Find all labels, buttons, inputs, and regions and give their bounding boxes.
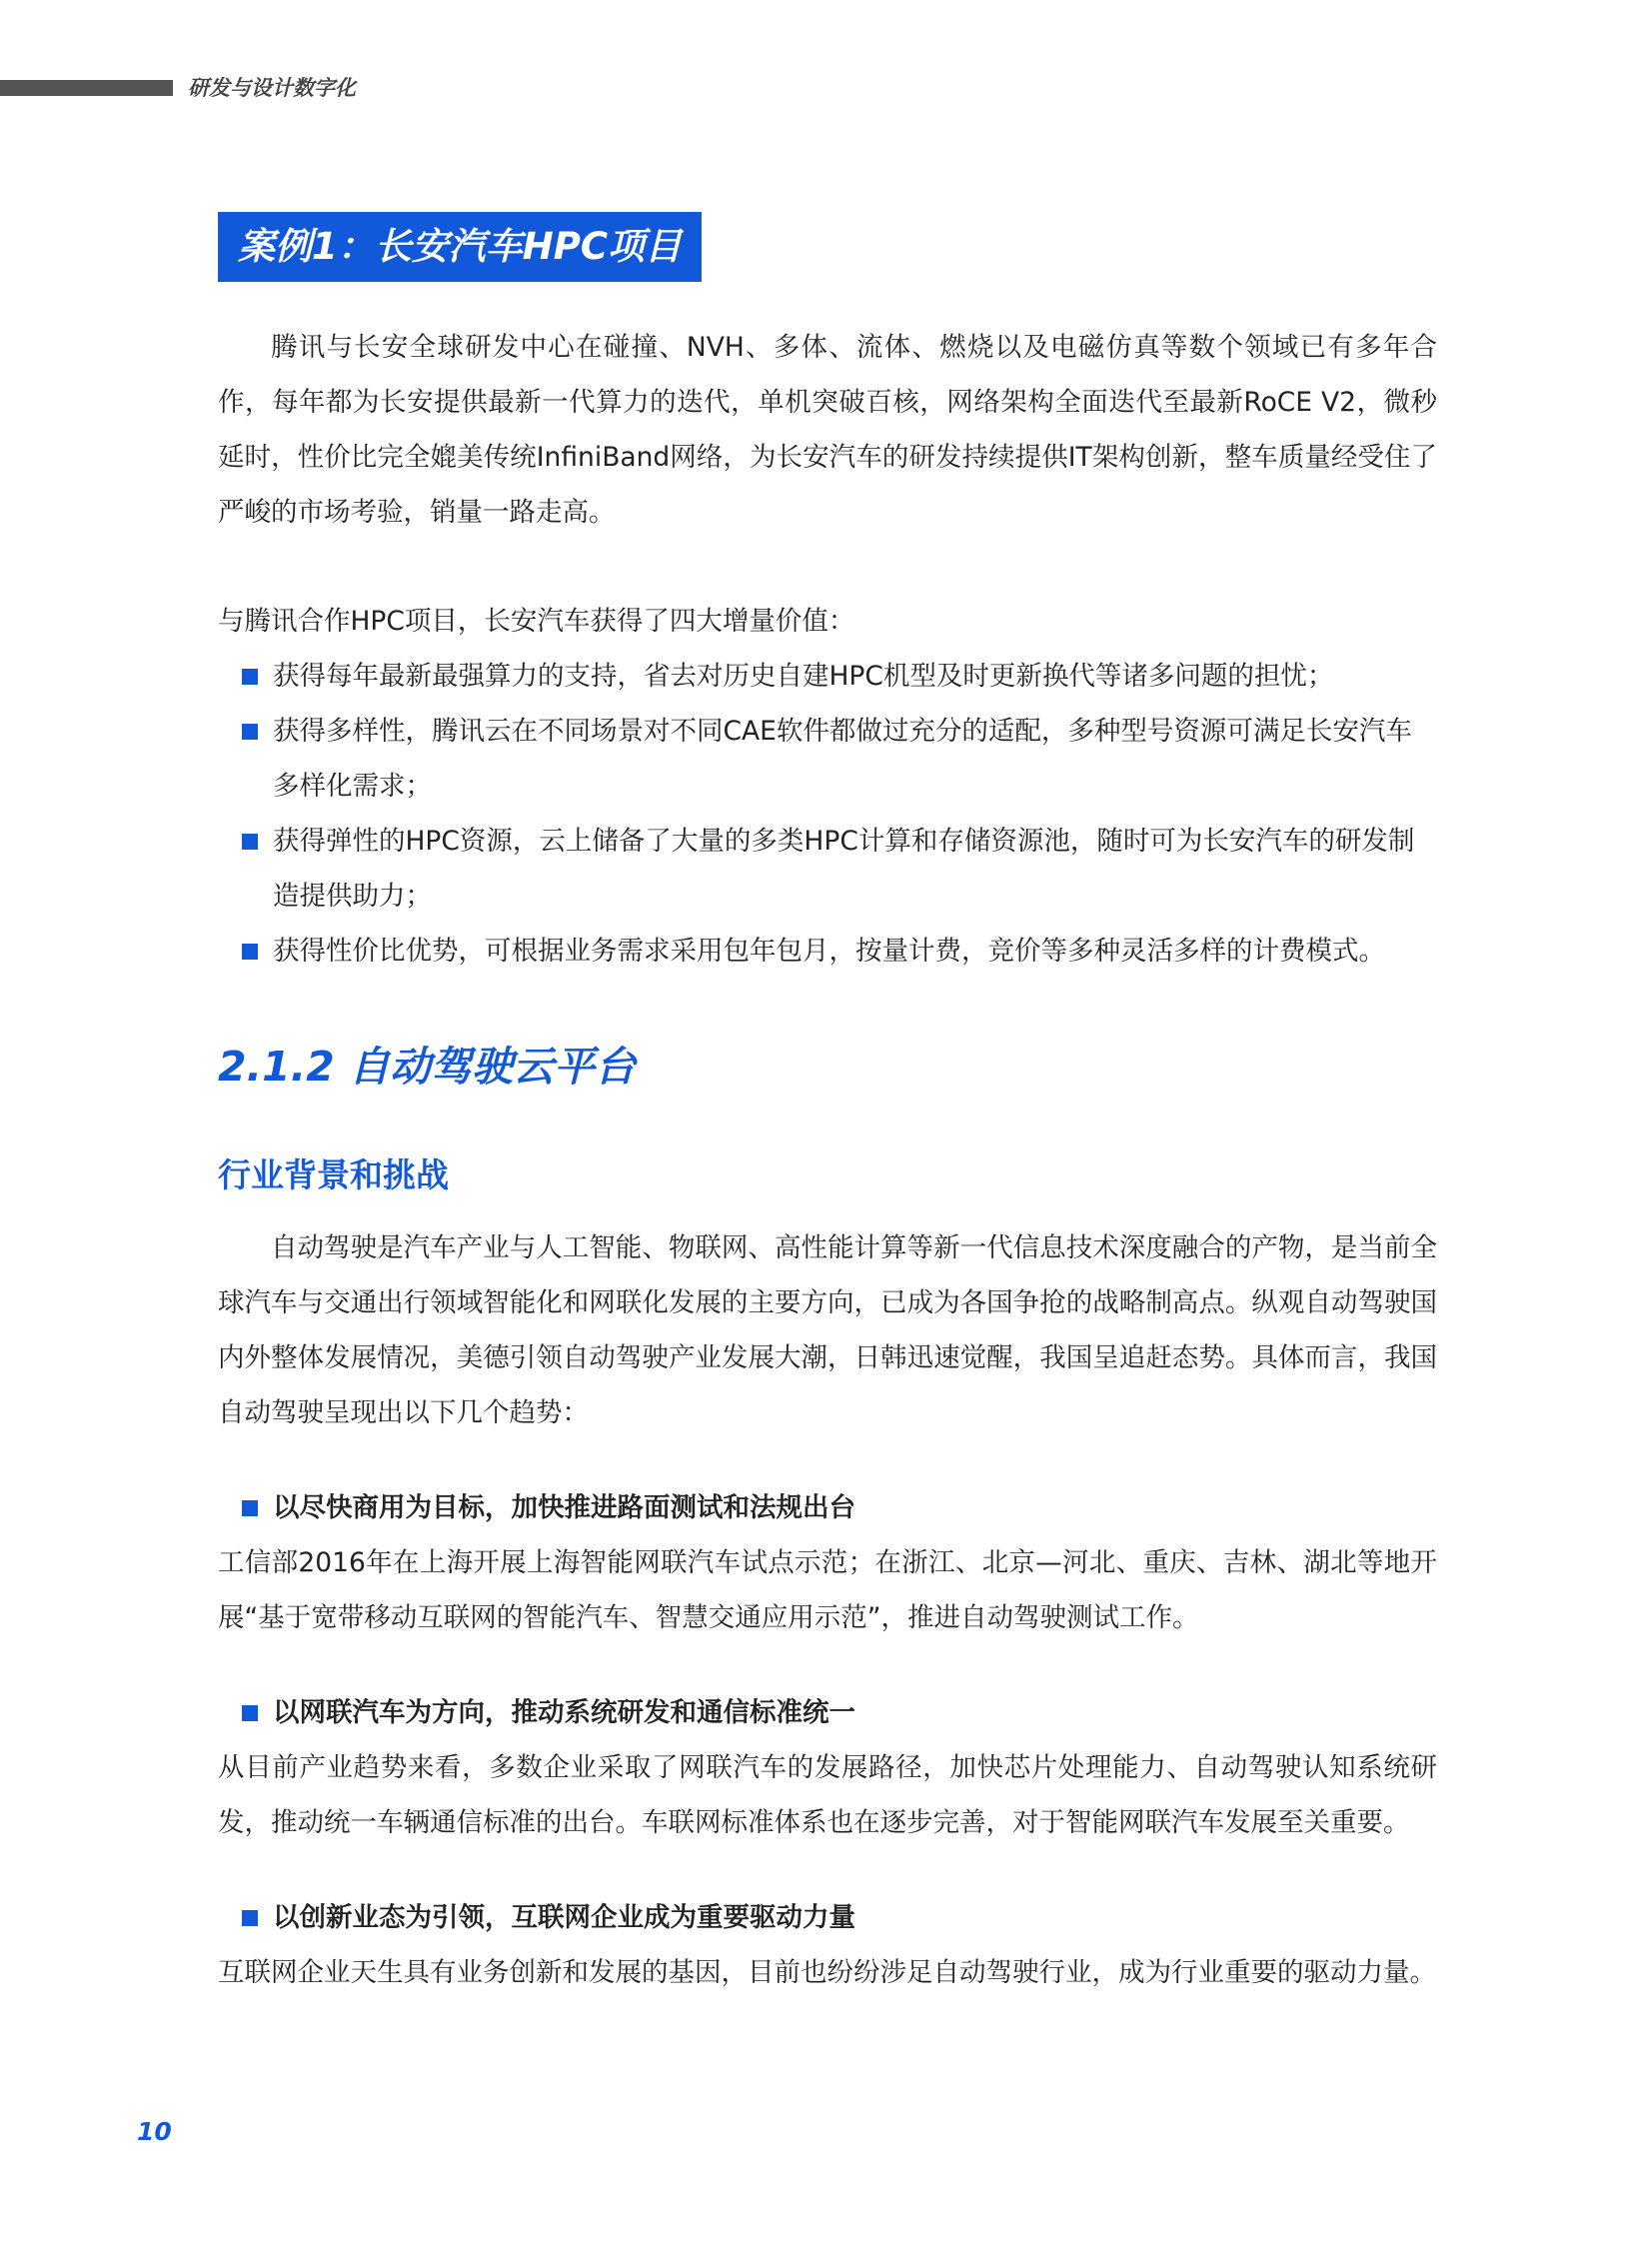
- case-title-box: 案例1：长安汽车HPC项目: [218, 212, 702, 282]
- section-subtitle: 行业背景和挑战: [218, 1155, 449, 1194]
- value-item-text: 获得每年最新最强算力的支持，省去对历史自建HPC机型及时更新换代等诸多问题的担忧；: [273, 661, 1334, 692]
- bullet-square-icon: [242, 1500, 258, 1516]
- value-item: [218, 814, 1437, 924]
- page-number: 10: [137, 2117, 172, 2146]
- bullet-square-icon: [242, 944, 258, 960]
- trend-heading: [218, 1480, 1437, 1535]
- bullet-square-icon: [242, 724, 258, 740]
- bullet-square-icon: [242, 834, 258, 850]
- trend-heading-text: 以创新业态为引领，互联网企业成为重要驱动力量: [273, 1902, 855, 1933]
- main-content: [218, 320, 1437, 2000]
- trend-heading: [218, 1685, 1437, 1740]
- bullet-square-icon: [242, 669, 258, 685]
- trend-heading-text: 以尽快商用为目标，加快推进路面测试和法规出台: [273, 1492, 855, 1523]
- value-list: [218, 649, 1437, 979]
- section-title: 2.1.2 自动驾驶云平台: [218, 1043, 637, 1091]
- bullet-square-icon: [242, 1705, 258, 1721]
- section-intro: 自动驾驶是汽车产业与人工智能、物联网、高性能计算等新一代信息技术深度融合的产物，是当前全球汽车与交通出行领域智能化和网联化发展的主要方向，已成为各国争抢的战略制高点。纵观自动驾驶国内外整体发展情况，美德引领自动驾驶产业发展大潮，日韩迅速觉醒，我国呈追赶态势。具体而言，我国自动驾驶呈现出以下几个趋势：: [218, 1232, 1437, 1428]
- header-section-label: 研发与设计数字化: [188, 76, 356, 100]
- value-item-text: 获得多样性，腾讯云在不同场景对不同CAE软件都做过充分的适配，多种型号资源可满足长安汽车多样化需求；: [273, 716, 1412, 802]
- trend-body: 工信部2016年在上海开展上海智能网联汽车试点示范；在浙江、北京—河北、重庆、吉林、湖北等地开展“基于宽带移动互联网的智能汽车、智慧交通应用示范”，推进自动驾驶测试工作。: [218, 1547, 1437, 1633]
- trend-heading-text: 以网联汽车为方向，推动系统研发和通信标准统一: [273, 1697, 855, 1728]
- trend-body: 互联网企业天生具有业务创新和发展的基因，目前也纷纷涉足自动驾驶行业，成为行业重要的驱动力量。: [218, 1957, 1436, 1988]
- trend-heading: [218, 1890, 1437, 1945]
- value-intro: 与腾讯合作HPC项目，长安汽车获得了四大增量价值：: [218, 606, 855, 637]
- header-bar: [0, 80, 173, 96]
- value-item: [218, 704, 1437, 814]
- value-item-text: 获得性价比优势，可根据业务需求采用包年包月，按量计费，竞价等多种灵活多样的计费模式。: [273, 936, 1385, 967]
- bullet-square-icon: [242, 1910, 258, 1926]
- value-item: [218, 924, 1437, 979]
- value-item: [218, 649, 1437, 704]
- case-paragraph: 腾讯与长安全球研发中心在碰撞、NVH、多体、流体、燃烧以及电磁仿真等数个领域已有多年合作，每年都为长安提供最新一代算力的迭代，单机突破百核，网络架构全面迭代至最新RoCE V2，微秒延时，性价比完全媲美传统InfiniBand网络，为长安汽车的研发持续提供IT架构创新，整车质量经受住了严峻的市场考验，销量一路走高。: [218, 332, 1437, 528]
- value-item-text: 获得弹性的HPC资源，云上储备了大量的多类HPC计算和存储资源池，随时可为长安汽车的研发制造提供助力；: [273, 826, 1415, 912]
- trend-body: 从目前产业趋势来看，多数企业采取了网联汽车的发展路径，加快芯片处理能力、自动驾驶认知系统研发，推动统一车辆通信标准的出台。车联网标准体系也在逐步完善，对于智能网联汽车发展至关重要。: [218, 1752, 1437, 1838]
